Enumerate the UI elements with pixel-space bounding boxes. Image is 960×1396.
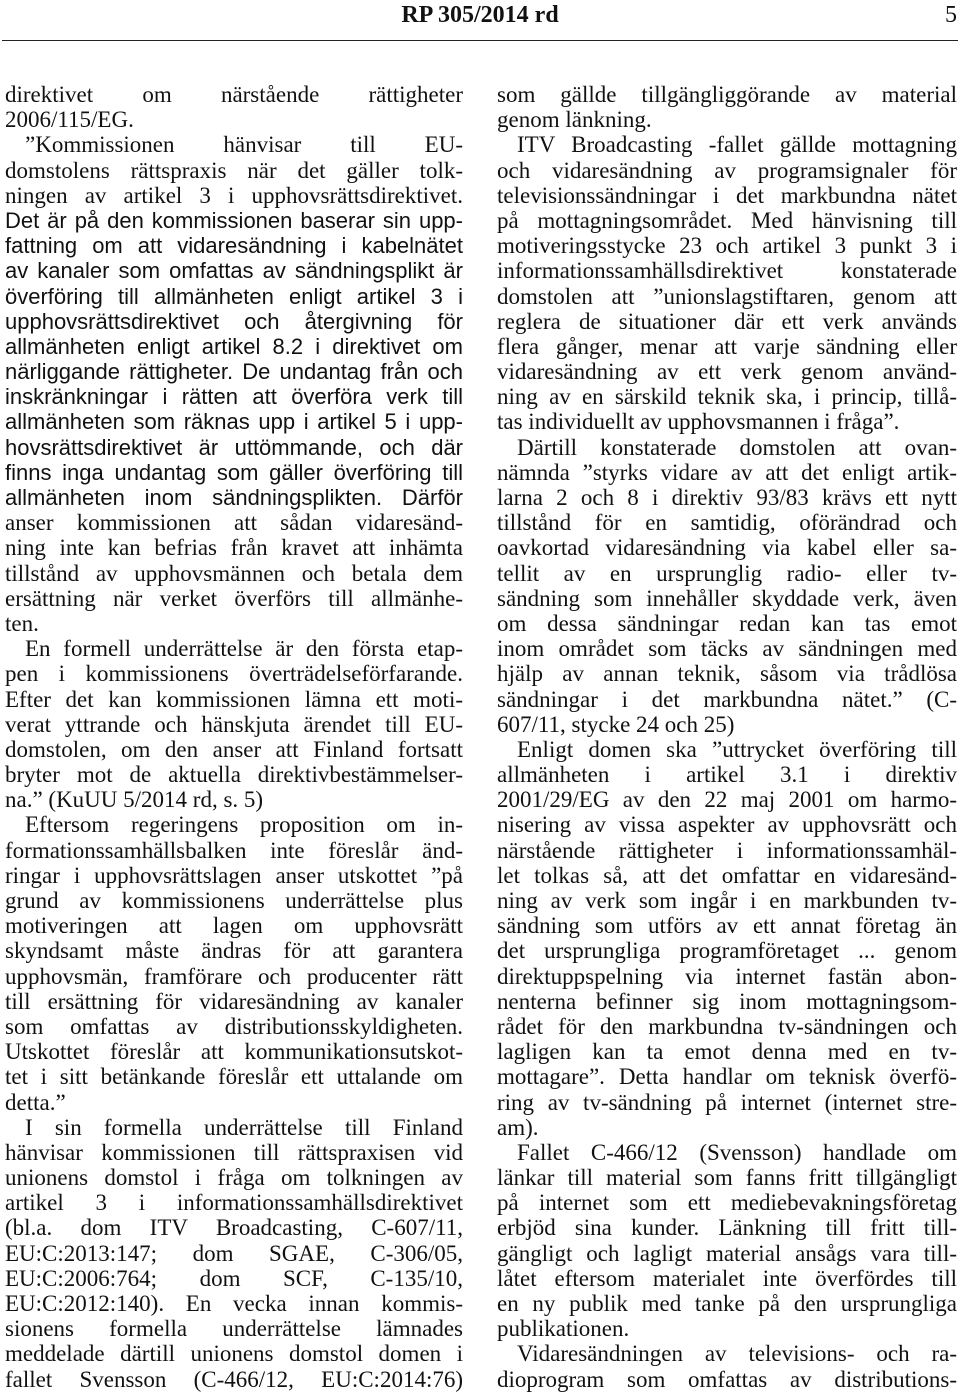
right-column-text-line: ning av en särskild teknik ska, i princip, tillå-: [497, 384, 957, 410]
left-column-text-line: tet i sitt betänkande föreslår ett uttalande om: [5, 1064, 463, 1090]
right-column-text-line: på mottagningsområdet. Med hänvisning till: [497, 207, 957, 233]
right-column-text-line: nämnda ”styrks vidare av att det enligt artik-: [497, 459, 957, 485]
left-column-text-line: formationssamhällsbalken inte föreslår änd-: [5, 837, 463, 863]
left-column-text-line: hänvisar kommissionen till rättspraxisen vid: [5, 1139, 463, 1165]
right-column-text-line: lagligen kan ta emot denna med en tv-: [497, 1039, 957, 1065]
right-column-text-line: dioprogram som omfattas av distributions-: [497, 1366, 957, 1392]
right-column-paragraph: [497, 1341, 957, 1391]
right-column-paragraph: [497, 737, 957, 1140]
right-column-text-line: inom området som täcks av sändningen med: [497, 636, 957, 662]
right-column-text-line: sändning som utförs av ett annat företag än: [497, 913, 957, 939]
right-column-text-line: tellit av en ursprunglig radio- eller tv-: [497, 560, 957, 586]
left-column-text-line: överföring till allmänheten enligt artikel 3 i: [5, 283, 463, 309]
header-rule: [2, 40, 958, 41]
left-column-text-line: sionens formella underrättelse lämnades: [5, 1316, 463, 1342]
right-column-text-line: sändning som innehåller skyddade verk, även: [497, 585, 957, 611]
right-column-text-line: mottagare”. Detta handlar om teknisk överfö-: [497, 1064, 957, 1090]
right-column-text-line: tas individuellt av upphovsmannen i fråga”.: [497, 409, 900, 435]
left-column-text-line: domstolen, om den anser att Finland fortsatt: [5, 736, 463, 762]
right-column-text-line: det ursprungliga programföretaget ... genom: [497, 938, 957, 964]
left-column-text-line: EU:C:2012:140). En vecka innan kommis-: [5, 1291, 463, 1316]
right-column-text-line: genom länkning.: [497, 107, 652, 133]
left-column-text-line: närliggande rättigheter. De undantag från och: [5, 359, 463, 385]
running-header-title: RP 305/2014 rd: [401, 2, 559, 28]
left-column-text-line: (bl.a. dom ITV Broadcasting, C-607/11,: [5, 1215, 463, 1241]
left-column-text-line: EU:C:2013:147; dom SGAE, C-306/05,: [5, 1240, 463, 1266]
left-column-text-line: ten.: [5, 610, 39, 636]
right-column-text-line: länkar till material som fanns fritt tillgängligt: [497, 1165, 957, 1191]
left-column-paragraph: [5, 636, 463, 812]
right-column-text-line: om dessa sändningar redan kan tas emot: [497, 610, 957, 636]
right-column-text-line: ITV Broadcasting -fallet gällde mottagning: [517, 132, 957, 158]
right-column-text-line: en ny publik med tanke på den ursprungliga: [497, 1291, 957, 1316]
left-column-text-line: inskränkningar i rätten att överföra verk till: [5, 384, 463, 410]
right-column-paragraph: [497, 435, 957, 737]
left-column: [5, 82, 463, 1392]
left-column-text-line: anser kommissionen att sådan vidaresänd-: [5, 510, 463, 536]
right-column-text-line: på internet som ett mediebevakningsföretag: [497, 1190, 957, 1216]
right-column-paragraph: [497, 1140, 957, 1342]
left-column-text-line: hovsrättsdirektivet är uttömmande, och där: [5, 434, 463, 460]
right-column-paragraph: [497, 82, 957, 132]
left-column-paragraph: [5, 1115, 463, 1392]
left-column-text-line: ning inte kan befrias från kravet att inhämta: [5, 535, 463, 561]
right-column-text-line: 2001/29/EG av den 22 maj 2001 om harmo-: [497, 787, 957, 813]
left-column-text-line: tillstånd av upphovsmännen och betala dem: [5, 560, 463, 586]
right-column: [497, 82, 957, 1392]
right-column-text-line: informationssamhällsdirektivet konstaterade: [497, 258, 957, 284]
left-column-text-line: I sin formella underrättelse till Finland: [25, 1114, 463, 1140]
right-column-text-line: Därtill konstaterade domstolen att ovan-: [517, 434, 957, 460]
left-column-text-line: allmänheten inom sändningsplikten. Därför: [5, 485, 463, 510]
right-column-text-line: flera gånger, menar att varje sändning eller: [497, 333, 957, 359]
right-column-text-line: och vidaresändning av programsignaler för: [497, 157, 957, 183]
right-column-text-line: låtet eftersom materialet inte överfördes till: [497, 1265, 957, 1291]
left-column-text-line: motiveringen att lagen om upphovsrätt: [5, 913, 463, 939]
right-column-text-line: televisionssändningar i det markbundna nätet: [497, 182, 957, 208]
left-column-text-line: na.” (KuUU 5/2014 rd, s. 5): [5, 787, 264, 813]
right-column-text-line: direktuppspelning via internet fastän abon-: [497, 963, 957, 989]
left-column-text-line: ”Kommissionen hänvisar till EU-: [25, 132, 463, 158]
left-column-text-line: meddelade därtill unionens domstol domen i: [5, 1341, 463, 1367]
left-column-text-line: direktivet om närstående rättigheter: [5, 82, 463, 107]
right-column-text-line: som gällde tillgängliggörande av material: [497, 82, 957, 107]
left-column-text-line: bryter mot de aktuella direktivbestämmelser-: [5, 762, 463, 788]
left-column-text-line: ningen av artikel 3 i upphovsrättsdirektivet.: [5, 182, 463, 208]
right-column-text-line: 607/11, stycke 24 och 25): [497, 711, 735, 737]
right-column-text-line: ning av verk som ingår i en markbunden tv-: [497, 888, 957, 913]
left-column-text-line: som omfattas av distributionsskyldigheten.: [5, 1013, 463, 1039]
left-column-text-line: verat yttrande och hänskjuta ärendet till EU-: [5, 711, 463, 737]
left-column-text-line: allmänheten enligt artikel 8.2 i direktivet om: [5, 333, 463, 359]
left-column-paragraph: [5, 812, 463, 1114]
right-column-text-line: reglera de situationer där ett verk används: [497, 308, 957, 334]
right-column-text-line: allmänheten i artikel 3.1 i direktiv: [497, 762, 957, 788]
left-column-text-line: fallet Svensson (C-466/12, EU:C:2014:76): [5, 1366, 463, 1392]
left-column-text-line: skyndsamt måste ändras för att garantera: [5, 938, 463, 964]
left-column-text-line: Eftersom regeringens proposition om in-: [25, 812, 463, 838]
right-column-text-line: motiveringsstycke 23 och artikel 3 punkt 3 i: [497, 233, 957, 259]
right-column-text-line: gängligt och lagligt material ansågs vara till-: [497, 1240, 957, 1266]
right-column-text-line: närstående rättigheter i informationssamhäl-: [497, 837, 957, 863]
left-column-text-line: pen i kommissionens överträdelseförfarande.: [5, 661, 463, 687]
right-column-text-line: domstolen att ”unionslagstiftaren, genom att: [497, 283, 957, 309]
left-column-text-line: detta.”: [5, 1089, 66, 1115]
right-column-text-line: rådet för den markbundna tv-sändningen och: [497, 1013, 957, 1039]
right-column-text-line: let tolkas så, att det omfattar en vidaresänd-: [497, 862, 957, 888]
left-column-text-line: ersättning när verket överförs till allmänhe-: [5, 585, 463, 611]
left-column-text-line: En formell underrättelse är den första etap-: [25, 636, 463, 662]
right-column-text-line: vidaresändning av ett verk genom använd-: [497, 359, 957, 385]
left-column-text-line: unionens domstol i fråga om tolkningen av: [5, 1165, 463, 1191]
page-number: 5: [945, 2, 957, 28]
right-column-paragraph: [497, 132, 957, 434]
left-column-text-line: fattning om att vidaresändning i kabelnätet: [5, 233, 463, 259]
right-column-text-line: sändningar i det markbundna nätet.” (C-: [497, 686, 957, 712]
right-column-text-line: nenterna befinner sig inom mottagningsom-: [497, 988, 957, 1014]
right-column-text-line: Enligt domen ska ”uttrycket överföring till: [517, 736, 957, 762]
left-column-text-line: EU:C:2006:764; dom SCF, C-135/10,: [5, 1265, 463, 1291]
right-column-text-line: Fallet C-466/12 (Svensson) handlade om: [517, 1139, 957, 1165]
right-column-text-line: nisering av vissa aspekter av upphovsrätt och: [497, 812, 957, 838]
left-column-text-line: finns inga undantag som gäller överföring till: [5, 459, 463, 485]
left-column-text-line: 2006/115/EG.: [5, 107, 134, 133]
right-column-text-line: tillstånd för en samtidig, oförändrad och: [497, 510, 957, 536]
left-column-text-line: Utskottet föreslår att kommunikationsutskot-: [5, 1039, 463, 1065]
left-column-text-line: Det är på den kommissionen baserar sin upp-: [5, 207, 463, 233]
right-column-text-line: Vidaresändningen av televisions- och ra-: [517, 1341, 957, 1367]
left-column-text-line: till ersättning för vidaresändning av kanaler: [5, 988, 463, 1014]
right-column-text-line: larna 2 och 8 i direktiv 93/83 krävs ett nytt: [497, 485, 957, 510]
left-column-paragraph: [5, 82, 463, 132]
left-column-text-line: allmänheten som räknas upp i artikel 5 i upp-: [5, 409, 463, 435]
right-column-text-line: hjälp av annan teknik, såsom via trådlösa: [497, 661, 957, 687]
right-column-text-line: publikationen.: [497, 1316, 630, 1342]
right-column-text-line: ring av tv-sändning på internet (internet stre-: [497, 1089, 957, 1115]
left-column-text-line: ringar i upphovsrättslagen anser utskottet ”på: [5, 862, 463, 888]
left-column-text-line: grund av kommissionens underrättelse plus: [5, 888, 463, 913]
right-column-text-line: am).: [497, 1114, 539, 1140]
left-column-text-line: artikel 3 i informationssamhällsdirektivet: [5, 1190, 463, 1216]
left-column-text-line: upphovsmän, framförare och producenter rätt: [5, 963, 463, 989]
right-column-text-line: erbjöd sina kunder. Länkning till fritt till-: [497, 1215, 957, 1241]
left-column-text-line: Efter det kan kommissionen lämna ett moti-: [5, 686, 463, 712]
right-column-text-line: oavkortad vidaresändning via kabel eller sa-: [497, 535, 957, 561]
left-column-paragraph: [5, 132, 463, 636]
left-column-text-line: upphovsrättsdirektivet och återgivning för: [5, 308, 463, 334]
left-column-text-line: domstolens rättspraxis när det gäller tolk-: [5, 157, 463, 183]
left-column-text-line: av kanaler som omfattas av sändningsplikt är: [5, 258, 463, 284]
